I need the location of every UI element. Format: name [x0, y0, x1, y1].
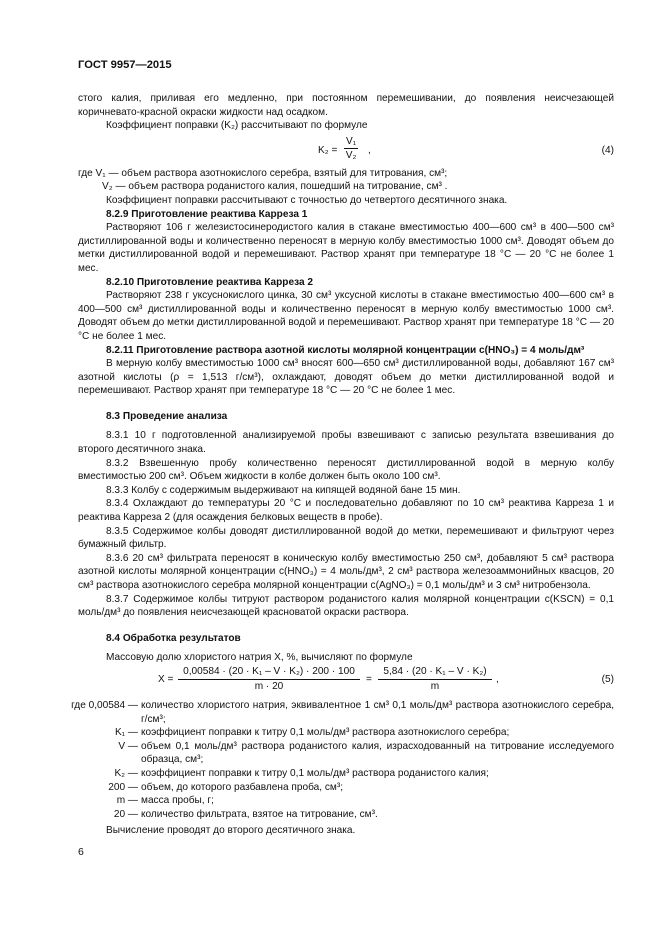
- definition-term: K₂ —: [114, 767, 138, 779]
- definition-term: 200 —: [108, 781, 138, 793]
- formula-4: [78, 133, 614, 167]
- paragraph: Растворяют 238 г уксуснокислого цинка, 30 см³ уксусной кислоты в стакане вместимостью 400—600 см³ в 400—500 см³ дистиллированной воды и количественно переносят в мерную колбу вместимостью 1000 см³. Доводят объем до метки дистиллированной водой и перемешивают. Раствор хранят при температуре 18 °С — 20 °С не более 1 мес.: [78, 290, 614, 342]
- definition-desc: количество хлористого натрия, эквивалентное 1 см³ 0,1 моль/дм³ раствора азотнокислого серебра, г/см³;: [141, 699, 614, 725]
- list-item: 8.3.7 Содержимое колбы титруют раствором роданистого калия молярной концентрации c(KSCN) = 0,1 моль/дм³ до появления неисчезающей красноватой окраски раствора.: [78, 593, 614, 619]
- definition-desc: объем 0,1 моль/дм³ раствора роданистого калия, израсходованный на титрование исследуемого образца, см³;: [141, 740, 614, 766]
- fraction: [344, 135, 358, 163]
- page-content: [71, 92, 614, 838]
- section-title: 8.2.11 Приготовление раствора азотной кислоты молярной концентрации c(HNO₃) = 4 моль/дм³: [106, 344, 585, 356]
- equation-number: (5): [601, 673, 614, 685]
- section-title: 8.2.9 Приготовление реактива Карреза 1: [106, 208, 308, 220]
- definition-desc: количество фильтрата, взятое на титрование, см³.: [141, 808, 378, 820]
- definition-row: [78, 808, 614, 822]
- denominator: m: [430, 680, 440, 692]
- numerator: V₁: [344, 135, 358, 150]
- section-title: 8.2.10 Приготовление реактива Карреза 2: [106, 276, 313, 288]
- paragraph: Коэффициент поправки (K₂) рассчитывают по формуле: [106, 120, 368, 132]
- section-heading: 8.4 Обработка результатов: [106, 632, 241, 644]
- denominator: V₂: [345, 150, 357, 162]
- definition: V₂ — объем раствора роданистого калия, пошедший на титрование, см³ .: [102, 181, 448, 193]
- definition-desc: коэффициент поправки к титру 0,1 моль/дм³ раствора азотнокислого серебра;: [141, 727, 510, 739]
- definition-term: 20 —: [113, 808, 138, 820]
- list-item: 8.3.4 Охлаждают до температуры 20 °С и последовательно добавляют по 10 см³ реактива Карреза 1 и реактива Карреза 2 (для осаждения белковых веществ в пробе).: [78, 498, 614, 524]
- definitions-list: [71, 699, 614, 821]
- paragraph: стого калия, приливая его медленно, при постоянном перемешивании, до появления неисчезающей коричневато-красной окраски жидкости над осадком.: [78, 93, 614, 118]
- paragraph: В мерную колбу вместимостью 1000 см³ вносят 600—650 см³ дистиллированной воды, добавляют 167 см³ азотной кислоты (ρ = 1,513 г/см³), охлаждают, доводят объем до метки дистиллированной водой и перемешивают. Раствор хранят при температуре 18 °С — 20 °С не более 1 мес.: [78, 358, 614, 397]
- paragraph: Массовую долю хлористого натрия X, %, вычисляют по формуле: [106, 652, 413, 664]
- definition-desc: масса пробы, г;: [141, 795, 214, 807]
- paragraph: Вычисление проводят до второго десятичного знака.: [106, 825, 356, 837]
- fraction: [378, 665, 492, 693]
- definition-term: где 0,00584 —: [71, 699, 138, 711]
- definition-desc: коэффициент поправки к титру 0,1 моль/дм³ раствора роданистого калия;: [141, 767, 489, 779]
- list-item: 8.3.3 Колбу с содержимым выдерживают на кипящей водяной бане 15 мин.: [106, 484, 461, 496]
- numerator: 0,00584 · (20 · K₁ – V · K₂) · 200 · 100: [178, 665, 360, 680]
- list-item: 8.3.5 Содержимое колбы доводят дистиллированной водой до метки, перемешивают и фильтруют через бумажный фильтр.: [78, 525, 614, 551]
- paragraph: Растворяют 106 г железистосинеродистого калия в стакане вместимостью 400—600 см³ в 400—500 см³ дистиллированной воды и количественно переносят в мерную колбу вместимостью 1000 см³. Доводят объем до метки дистиллированной водой и перемешивают. Раствор хранят при температуре 18 °С — 20 °С не более 1 мес.: [78, 222, 614, 274]
- formula-tail: ,: [496, 673, 499, 685]
- formula-lhs: X =: [158, 673, 174, 685]
- definition-row: [78, 781, 614, 795]
- paragraph: Коэффициент поправки рассчитывают с точностью до четвертого десятичного знака.: [106, 194, 508, 206]
- section-heading: 8.3 Проведение анализа: [106, 410, 228, 422]
- formula-equals: =: [366, 673, 372, 685]
- definition-row: [78, 767, 614, 781]
- numerator: 5,84 · (20 · K₁ – V · K₂): [378, 665, 492, 680]
- formula-tail: ,: [368, 144, 371, 156]
- definition-row: [78, 794, 614, 808]
- equation-number: (4): [601, 144, 614, 156]
- document-code: ГОСТ 9957—2015: [78, 59, 172, 71]
- list-item: 8.3.2 Взвешенную пробу количественно переносят дистиллированной водой в мерную колбу вместимостью 200 см³. Объем жидкости в колбе должен быть около 100 см³.: [78, 457, 614, 483]
- definition-term: K₁ —: [114, 727, 138, 739]
- fraction: [178, 665, 360, 693]
- formula-lhs: K₂ =: [318, 144, 338, 156]
- formula-5: [78, 665, 614, 695]
- list-item: 8.3.1 10 г подготовленной анализируемой пробы взвешивают с записью результата взвешивания до второго десятичного знака.: [78, 430, 614, 456]
- page-number: 6: [78, 846, 84, 858]
- definition-term: V —: [118, 740, 138, 752]
- definition-term: m —: [116, 795, 138, 807]
- definition: где V₁ — объем раствора азотнокислого серебра, взятый для титрования, см³;: [78, 167, 448, 179]
- definition-row: [78, 740, 614, 767]
- list-item: 8.3.6 20 см³ фильтрата переносят в коническую колбу вместимостью 250 см³, добавляют 5 см³ раствора азотной кислоты молярной концентрации c(HNO₃) = 4 моль/дм³, 2 см³ раствора железоаммонийных квасцов, 20 см³ раствора азотнокислого серебра молярной концентрации c(AgNO₃) = 0,1 моль/дм³ и 3 см³ нитробензола.: [78, 552, 614, 591]
- definition-desc: объем, до которого разбавлена проба, см³;: [141, 781, 344, 793]
- definition-row: [71, 699, 614, 726]
- denominator: m · 20: [254, 680, 284, 692]
- definition-row: [78, 726, 614, 740]
